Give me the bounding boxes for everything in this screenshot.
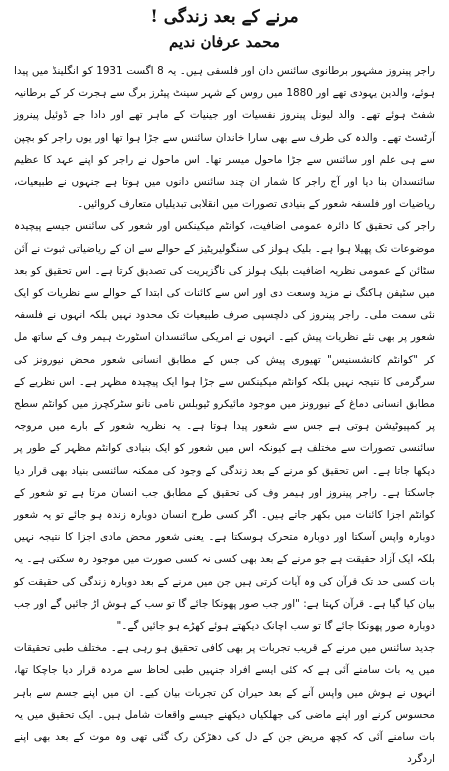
article-author: محمد عرفان ندیم (169, 33, 280, 51)
paragraph-3: جدید سائنس میں مرنے کے قریب تجربات پر بھی کافی تحقیق ہو رہی ہے۔ مختلف طبی تحقیقات میں یہ بات سامنے آئی ہے کہ کئی ایسے افراد جنہیں طبی لحاظ سے مردہ قرار دیا جاچکا تھا، انہوں نے ہوش میں واپس آنے کے بعد حیران کن تجربات بیان کیے۔ ان میں اپنے جسم سے باہر محسوس کرنے اور اپنے ماضی کی جھلکیاں دیکھنے جیسے واقعات شامل ہیں۔ ایک تحقیق میں یہ بات سامنے آئی کہ کچھ مریض جن کے دل کی دھڑکن رک گئی تھی وہ موت کے بعد بھی اپنے اردگرد (14, 642, 435, 766)
paragraph-1: راجر پینروز مشہور برطانوی سائنس دان اور فلسفی ہیں۔ یہ 8 اگست 1931 کو انگلینڈ میں پیدا ہوئے، والدین یہودی تھے اور 1880 میں روس کے شہر سینٹ پیٹرز برگ سے ہجرت کر کے برطانیہ شفٹ ہوئے تھے۔ والد لیونل پینروز نفسیات اور جینیات کے ماہر تھے اور دادا جے ڈوئیل پینروز آرٹسٹ تھے۔ والدہ کی طرف سے بھی سارا خاندان سائنس سے جڑا ہوا تھا اور یوں راجر کو بچپن سے ہی علم اور سائنس سے جڑا ماحول میسر تھا۔ اس ماحول نے راجر کو اپنے عہد کا عظیم سائنسدان بنا دیا اور آج راجر کا شمار ان چند سائنس دانوں میں ہوتا ہے جنہوں نے طبیعیات، ریاضیات اور فلسفہ شعور کے بنیادی تصورات میں انقلابی تبدیلیاں متعارف کروائیں۔ (14, 65, 436, 211)
article-title: مرنے کے بعد زندگی ! (150, 7, 299, 27)
paragraph-2: راجر کی تحقیق کا دائرہ عمومی اضافیت، کوانٹم میکینکس اور شعور کی سائنس جیسے پیچیدہ موضوعات تک پھیلا ہوا ہے۔ بلیک ہولز کی سنگولیریٹیز کے حوالے سے ان کے ریاضیاتی ثبوت نے آئن سٹائن کے عمومی نظریہ اضافیت بلیک ہولز کی ناگزیریت کی تصدیق کرتا ہے۔ اس تحقیق کو بعد میں سٹیفن ہاکنگ نے مزید وسعت دی اور اس سے کائنات کی ابتدا کے حوالے سے نظریات کو ایک نئی سمت ملی۔ راجر پینروز کی دلچسپی صرف طبیعیات تک محدود نہیں بلکہ انہوں نے فلسفہ شعور پر بھی نئے نظریات پیش کیے۔ انہوں نے امریکی سائنسدان اسٹورٹ ہیمر وف کے ساتھ مل کر "کوانٹم کانشسنیس" تھیوری پیش کی جس کے مطابق انسانی شعور محض نیورونز کی سرگرمی کا نتیجہ نہیں بلکہ کوانٹم میکینکس سے جڑا ہوا ایک پیچیدہ مظہر ہے۔ اس نظریے کے مطابق انسانی دماغ کے نیورونز میں موجود مائیکرو ٹیوبلس نامی نانو سٹرکچرز میں کوانٹم سطح پر کمپیوٹیشن ہوتی ہے جس سے شعور پیدا ہوتا ہے۔ یہ نظریہ شعور کے بارے میں مروجہ سائنسی تصورات سے مختلف ہے کیونکہ اس میں شعور کو ایک بنیادی کوانٹم مظہر کے طور پر دیکھا جاتا ہے۔ اس تحقیق کو مرنے کے بعد زندگی کے وجود کی ممکنہ سائنسی بنیاد بھی قرار دیا جاسکتا ہے۔ راجر پینروز اور ہیمر وف کی تحقیق کے مطابق جب انسان مرتا ہے تو شعور کے کوانٹم اجزا کائنات میں بکھر جاتے ہیں۔ اگر کسی طرح انسان دوبارہ زندہ ہو جائے تو یہ شعور دوبارہ واپس آسکتا اور دوبارہ متحرک ہوسکتا ہے۔ یعنی شعور محض مادی اجزا کا نتیجہ نہیں بلکہ ایک آزاد حقیقت ہے جو مرنے کے بعد بھی کسی نہ کسی صورت میں موجود رہ سکتی ہے۔ یہ بات کسی حد تک قرآن کی وہ آیات کرتی ہیں جن میں مرنے کے بعد دوبارہ زندگی کی حقیقت کو بیان کیا گیا ہے۔ قرآن کہتا ہے: "اور جب صور پھونکا جائے گا تو سب کے ہوش اڑ جائیں گے اور جب دوبارہ صور پھونکا جائے گا تو سب اچانک دیکھتے ہوئے کھڑے ہو جائیں گے۔" (14, 220, 435, 633)
